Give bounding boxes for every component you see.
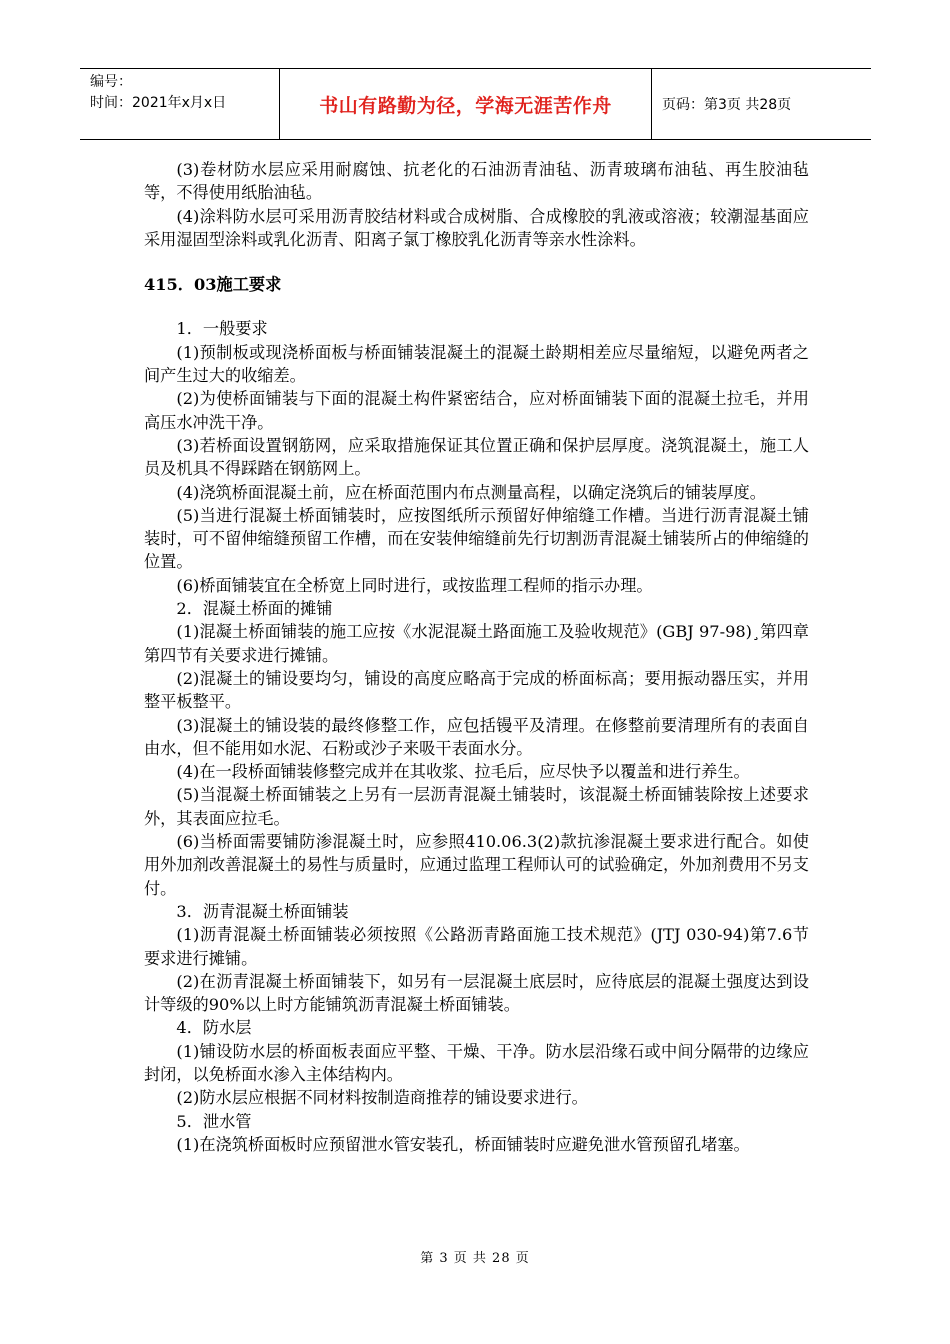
paragraph: (5)当混凝土桥面铺装之上另有一层沥青混凝土铺装时，该混凝土桥面铺装除按上述要求外，其表面应拉毛。 xyxy=(144,785,809,828)
header-meta xyxy=(80,69,280,139)
paragraph: (1)混凝土桥面铺装的施工应按《水泥混凝土路面施工及验收规范》(GBJ 97-98)¸第四章第四节有关要求进行摊铺。 xyxy=(144,622,809,665)
header-motto: 书山有路勤为径，学海无涯苦作舟 xyxy=(319,94,612,117)
paragraph: 2．混凝土桥面的摊铺 xyxy=(176,599,333,619)
paragraph: 1．一般要求 xyxy=(176,319,268,339)
paragraph: (3)若桥面设置钢筋网，应采取措施保证其位置正确和保护层厚度。浇筑混凝土，施工人员及机具不得踩踏在钢筋网上。 xyxy=(144,435,809,479)
paragraph: (3)卷材防水层应采用耐腐蚀、抗老化的石油沥青油毡、沥青玻璃布油毡、再生胶油毡等，不得使用纸胎油毡。 xyxy=(144,160,809,203)
paragraph: 5．泄水管 xyxy=(176,1111,252,1131)
section-heading: 415．03施工要求 xyxy=(144,275,282,295)
header-motto-cell xyxy=(280,69,652,139)
paragraph: (6)当桥面需要铺防渗混凝土时，应参照410.06.3(2)款抗渗混凝土要求进行配合。如使用外加剂改善混凝土的易性与质量时，应通过监理工程师认可的试验确定，外加剂费用不另支付。 xyxy=(144,832,809,898)
paragraph: (3)混凝土的铺设装的最终修整工作，应包括镘平及清理。在修整前要清理所有的表面自由水，但不能用如水泥、石粉或沙子来吸干表面水分。 xyxy=(144,715,809,758)
paragraph: (1)预制板或现浇桥面板与桥面铺装混凝土的混凝土龄期相差应尽量缩短，以避免两者之间产生过大的收缩差。 xyxy=(144,342,809,386)
number-label: 编号： xyxy=(90,74,132,90)
paragraph: (2)在沥青混凝土桥面铺装下，如另有一层混凝土底层时，应待底层的混凝土强度达到设计等级的90%以上时方能铺筑沥青混凝土桥面铺装。 xyxy=(144,971,809,1015)
paragraph: (2)为使桥面铺装与下面的混凝土构件紧密结合，应对桥面铺装下面的混凝土拉毛，并用高压水冲洗干净。 xyxy=(144,389,809,432)
paragraph: (2)混凝土的铺设要均匀，铺设的高度应略高于完成的桥面标高；要用振动器压实，并用整平板整平。 xyxy=(144,668,809,712)
time-label: 时间：2021年x月x日 xyxy=(90,95,227,111)
paragraph: (5)当进行混凝土桥面铺装时，应按图纸所示预留好伸缩缝工作槽。当进行沥青混凝土铺装时，可不留伸缩缝预留工作槽，而在安装伸缩缝前先行切割沥青混凝土铺装所占的伸缩缝的位置。 xyxy=(144,505,809,572)
paragraph: 3．沥青混凝土桥面铺装 xyxy=(176,901,349,921)
paragraph: (1)在浇筑桥面板时应预留泄水管安装孔，桥面铺装时应避免泄水管预留孔堵塞。 xyxy=(176,1134,750,1154)
paragraph: (6)桥面铺装宜在全桥宽上同时进行，或按监理工程师的指示办理。 xyxy=(176,575,653,595)
document-body xyxy=(144,158,809,1156)
paragraph: 4．防水层 xyxy=(176,1018,252,1038)
page-footer: 第 3 页 共 28 页 xyxy=(420,1251,530,1266)
header-page-info: 页码：第3页 共28页 xyxy=(662,97,792,113)
paragraph: (1)铺设防水层的桥面板表面应平整、干燥、干净。防水层沿缘石或中间分隔带的边缘应封闭，以免桥面水渗入主体结构内。 xyxy=(144,1041,809,1084)
paragraph: (4)涂料防水层可采用沥青胶结材料或合成树脂、合成橡胶的乳液或溶液；较潮湿基面应采用湿固型涂料或乳化沥青、阳离子氯丁橡胶乳化沥青等亲水性涂料。 xyxy=(144,206,809,249)
page-header xyxy=(80,68,871,140)
paragraph: (4)在一段桥面铺装修整完成并在其收浆、拉毛后，应尽快予以覆盖和进行养生。 xyxy=(176,762,750,782)
paragraph: (1)沥青混凝土桥面铺装必须按照《公路沥青路面施工技术规范》(JTJ 030-94)第7.6节要求进行摊铺。 xyxy=(144,925,809,968)
paragraph: (4)浇筑桥面混凝土前，应在桥面范围内布点测量高程，以确定浇筑后的铺装厚度。 xyxy=(176,482,766,502)
paragraph: (2)防水层应根据不同材料按制造商推荐的铺设要求进行。 xyxy=(176,1088,588,1108)
